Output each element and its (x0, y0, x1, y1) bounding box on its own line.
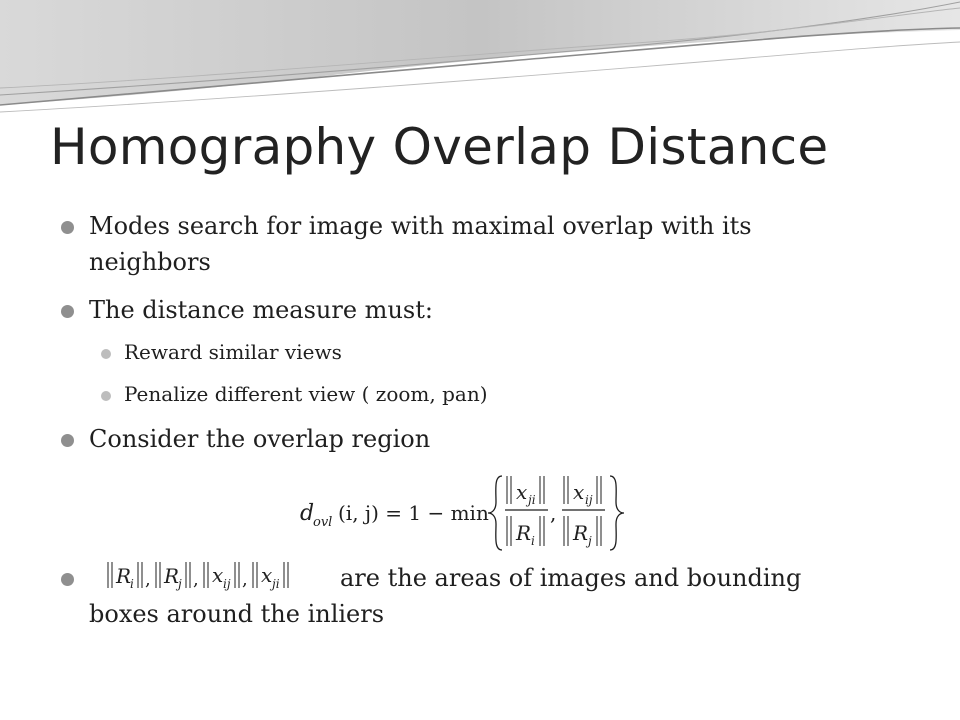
svg-text:j: j (178, 577, 182, 591)
frac1-numerator-sub: ji (528, 493, 536, 507)
bullet-areas-line1: are the areas of images and bounding (340, 564, 802, 592)
bullet-consider-overlap: Consider the overlap region (89, 425, 431, 453)
bullet-dot (61, 573, 74, 586)
svg-text:ij: ij (223, 577, 231, 591)
header-swoosh-decoration (0, 0, 960, 130)
term-x-ji: x (261, 563, 273, 587)
frac1-denominator: R (516, 521, 532, 545)
svg-text:,: , (550, 501, 557, 525)
frac2-numerator-sub: ij (585, 493, 593, 507)
frac2-denominator: R (573, 521, 589, 545)
sub-bullet-penalize: Penalize different view ( zoom, pan) (124, 382, 488, 406)
frac1-numerator: x (516, 480, 528, 504)
bullet-modes-line2: neighbors (89, 248, 211, 276)
term-r-j: R (164, 564, 180, 588)
formula-d: d (300, 501, 315, 526)
svg-text:,: , (242, 569, 248, 590)
frac2-numerator: x (573, 480, 585, 504)
sub-bullet-dot (101, 349, 111, 359)
bullet-dot (61, 305, 74, 318)
term-x-ij: x (212, 563, 224, 587)
inline-area-terms (104, 558, 322, 594)
frac2-denominator-sub: j (588, 534, 592, 548)
overlap-distance-formula (296, 470, 636, 556)
bullet-dot (61, 434, 74, 447)
formula-sub-ovl: ovl (313, 515, 333, 530)
svg-text:i: i (130, 577, 134, 591)
bullet-areas-line2: boxes around the inliers (89, 600, 385, 628)
bullet-dot (61, 221, 74, 234)
bullet-modes-line1: Modes search for image with maximal overlap with its (89, 212, 752, 240)
term-r-i: R (116, 564, 132, 588)
sub-bullet-dot (101, 391, 111, 401)
formula-args: (i, j) = 1 − min (338, 501, 489, 525)
slide-title: Homography Overlap Distance (50, 118, 829, 176)
bullet-distance-measure: The distance measure must: (89, 296, 433, 324)
svg-text:ji: ji (272, 577, 280, 591)
sub-bullet-reward: Reward similar views (124, 340, 342, 364)
frac1-denominator-sub: i (531, 534, 535, 548)
svg-text:,: , (193, 569, 199, 590)
svg-text:,: , (145, 569, 151, 590)
